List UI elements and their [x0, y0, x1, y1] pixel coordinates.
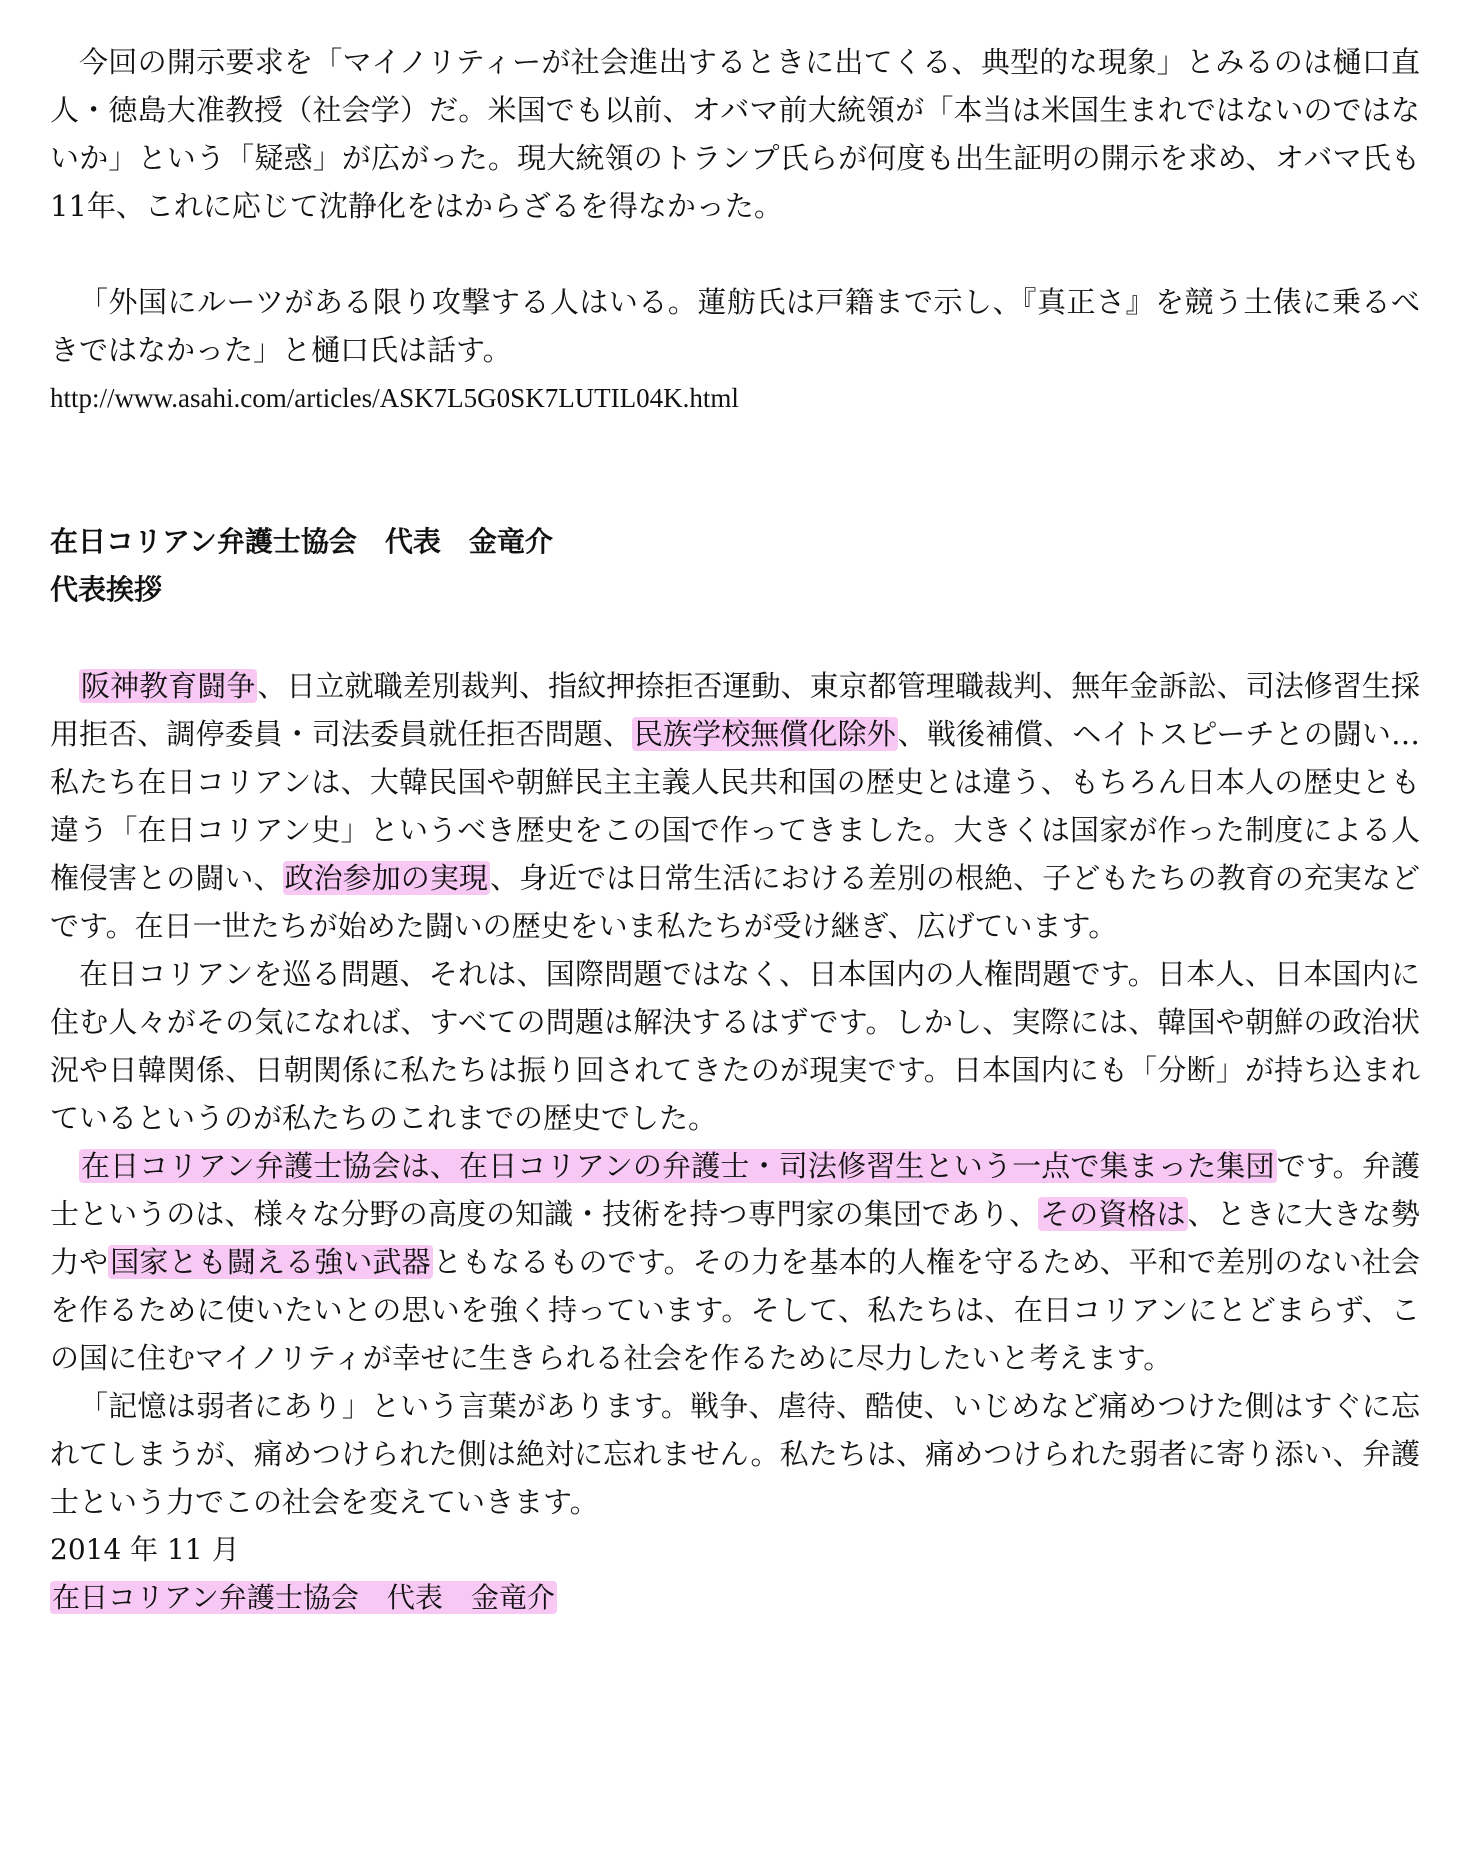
body-text: 、ときに大きな勢力や [50, 1197, 1420, 1279]
greeting-paragraph-3 [50, 1142, 1420, 1382]
article-paragraph-2: 「外国にルーツがある限り攻撃する人はいる。蓮舫氏は戸籍まで示し、『真正さ』を競う土俵に乗るべきではなかった」と樋口氏は話す。 [50, 285, 1420, 367]
greeting-paragraph-4: 「記憶は弱者にあり」という言葉があります。戦争、虐待、酷使、いじめなど痛めつけた側はすぐに忘れてしまうが、痛めつけられた側は絶対に忘れません。私たちは、痛めつけられた弱者に寄り添い、弁護士という力でこの社会を変えていきます。 [50, 1389, 1420, 1519]
body-text: 、日立就職差別裁判、指紋押捺拒否運動、東京都管理職裁判、無年金訴訟、司法修習生採用拒否、調停委員・司法委員就任拒否問題、 [50, 669, 1420, 751]
highlight-text: 阪神教育闘争 [81, 669, 256, 703]
greeting-title: 代表挨拶 [50, 573, 163, 606]
greeting-paragraph-1 [50, 662, 1420, 950]
highlight-text: 民族学校無償化除外 [633, 717, 896, 751]
body-text: 、戦後補償、ヘイトスピーチとの闘い…私たち在日コリアンは、大韓民国や朝鮮民主主義人民共和国の歴史とは違う、もちろん日本人の歴史とも違う「在日コリアン史」というべき歴史をこの国で作ってきました。大きくは国家が作った制度による人権侵害との闘い、 [50, 717, 1420, 895]
article-paragraph-1: 今回の開示要求を「マイノリティーが社会進出するときに出てくる、典型的な現象」とみるのは樋口直人・徳島大准教授（社会学）だ。米国でも以前、オバマ前大統領が「本当は米国生まれではないのではないか」という「疑惑」が広がった。現大統領のトランプ氏らが何度も出生証明の開示を求め、オバマ氏も11年、これに応じて沈静化をはからざるを得なかった。 [50, 45, 1420, 223]
greeting-date: 2014 年 11 月 [50, 1533, 240, 1566]
highlight-text: 政治参加の実現 [284, 861, 488, 895]
document-page [50, 38, 1420, 1622]
greeting-paragraph-2: 在日コリアンを巡る問題、それは、国際問題ではなく、日本国内の人権問題です。日本人、日本国内に住む人々がその気になれば、すべての問題は解決するはずです。しかし、実際には、韓国や朝鮮の政治状況や日韓関係、日朝関係に私たちは振り回されてきたのが現実です。日本国内にも「分断」が持ち込まれているというのが私たちのこれまでの歴史でした。 [50, 957, 1420, 1135]
body-text: です。弁護士というのは、様々な分野の高度の知識・技術を持つ専門家の集団であり、 [50, 1149, 1420, 1231]
highlight-text: その資格は [1040, 1197, 1186, 1231]
signature: 在日コリアン弁護士協会 代表 金竜介 [52, 1581, 555, 1614]
highlight-text: 在日コリアン弁護士協会は、在日コリアンの弁護士・司法修習生という一点で集まった集団 [81, 1149, 1275, 1183]
body-text: ともなるものです。その力を基本的人権を守るため、平和で差別のない社会を作るために使いたいとの思いを強く持っています。そして、私たちは、在日コリアンにとどまらず、この国に住むマイノリティが幸せに生きられる社会を作るために尽力したいと考えます。 [50, 1245, 1420, 1375]
org-heading: 在日コリアン弁護士協会 代表 金竜介 [50, 525, 553, 558]
signature-line [50, 1574, 1420, 1622]
source-url[interactable]: http://www.asahi.com/articles/ASK7L5G0SK7LUTIL04K.html [50, 383, 739, 413]
body-text: 、身近では日常生活における差別の根絶、子どもたちの教育の充実などです。在日一世たちが始めた闘いの歴史をいま私たちが受け継ぎ、広げています。 [50, 861, 1420, 943]
highlight-text: 国家とも闘える強い武器 [110, 1245, 431, 1279]
